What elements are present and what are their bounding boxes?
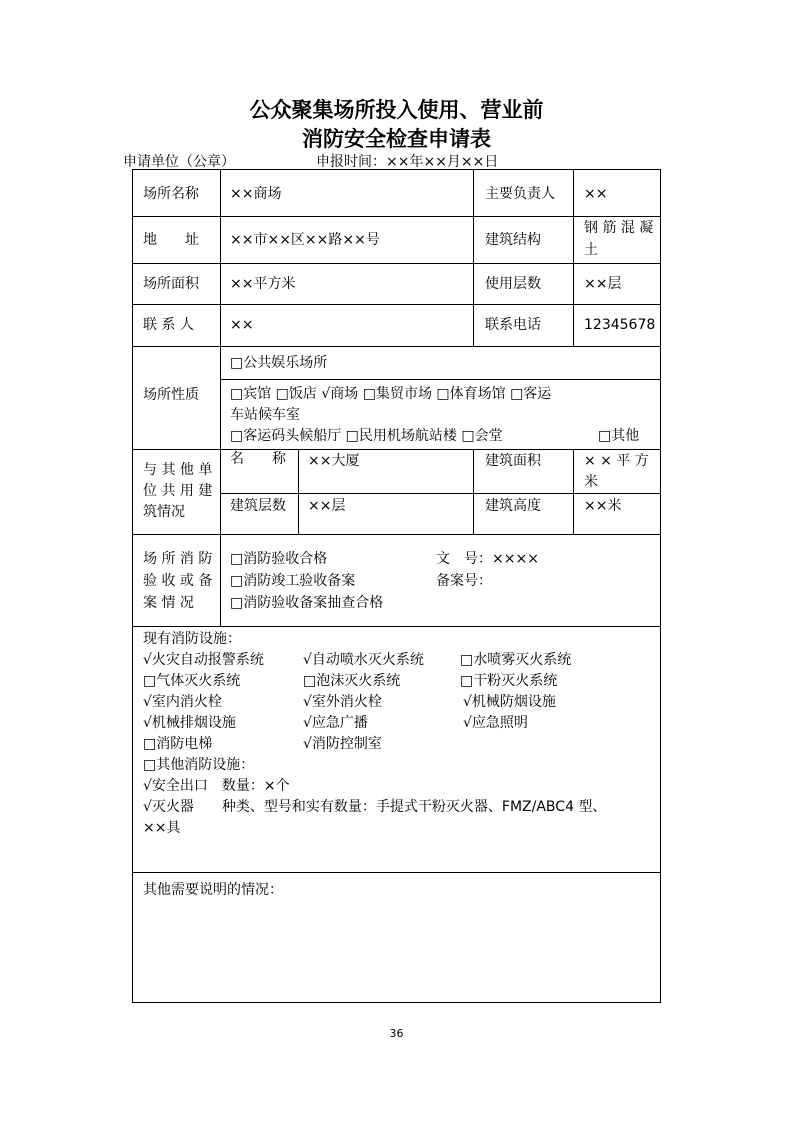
acceptance-option: □消防竣工验收备案 (230, 573, 356, 589)
nature-option-line: 车站候车室 (230, 407, 300, 423)
shared-name-label: 名 称 (230, 451, 286, 467)
row-divider (133, 263, 660, 264)
row-divider (220, 379, 660, 380)
other-notes-heading: 其他需要说明的情况： (143, 882, 283, 898)
shared-height-value: ××米 (584, 498, 622, 514)
col-divider (220, 346, 221, 626)
phone-label: 联系电话 (485, 317, 541, 333)
page-number: 36 (389, 1027, 404, 1040)
venue-name-label: 场所名称 (143, 186, 199, 202)
title-line-2: 消防安全检查申请表 (302, 127, 491, 151)
document-number: 文 号：×××× (436, 551, 539, 567)
extinguisher-line: ××具 (143, 820, 181, 836)
facility-item: √应急照明 (463, 715, 528, 731)
area-label: 场所面积 (143, 276, 199, 292)
acceptance-option: □消防验收合格 (230, 551, 328, 567)
extinguisher-line: √灭火器 种类、型号和实有数量：手提式干粉灭火器、FMZ/ABC4 型、 (143, 799, 607, 815)
floors-used-label: 使用层数 (485, 276, 541, 292)
acceptance-label: 场 所 消 防 (143, 551, 213, 567)
address-label: 地 址 (143, 232, 199, 248)
facility-item: □水喷雾灭火系统 (460, 652, 572, 668)
row-divider (133, 449, 660, 450)
facility-item: √室外消火栓 (303, 694, 382, 710)
facility-item: □干粉灭火系统 (460, 673, 558, 689)
shared-area-label: 建筑面积 (485, 453, 541, 469)
col-divider (573, 449, 574, 534)
shared-building-label: 与 其 他 单 (143, 462, 213, 478)
applicant-unit-label: 申请单位（公章） (123, 154, 235, 170)
facility-item: √室内消火栓 (143, 694, 222, 710)
col-divider (573, 170, 574, 346)
facility-item: √机械防烟设施 (463, 694, 556, 710)
row-divider (133, 346, 660, 347)
safety-exit-line: √安全出口 数量：×个 (143, 778, 290, 794)
shared-area-value: 米 (584, 474, 598, 490)
col-divider (473, 170, 474, 346)
acceptance-option: □消防验收备案抽查合格 (230, 595, 384, 611)
shared-building-label: 位 共 用 建 (143, 483, 213, 499)
title-line-1: 公众聚集场所投入使用、营业前 (249, 98, 544, 122)
principal-label: 主要负责人 (485, 186, 555, 202)
col-divider (473, 449, 474, 534)
shared-height-label: 建筑高度 (485, 498, 541, 514)
application-form-table (132, 169, 661, 1003)
phone-value: 12345678 (584, 317, 656, 333)
nature-option-line: □客运码头候船厅 □民用机场航站楼 □会堂 (230, 428, 503, 444)
col-divider (298, 449, 299, 534)
structure-value: 土 (584, 242, 598, 258)
shared-building-label: 筑情况 (143, 504, 185, 520)
shared-name-value: ××大厦 (308, 453, 360, 469)
filing-number: 备案号： (436, 573, 492, 589)
nature-option-line: □公共娱乐场所 (230, 355, 328, 371)
other-facilities-heading: □其他消防设施： (143, 757, 255, 773)
structure-label: 建筑结构 (485, 232, 541, 248)
nature-option-line: □宾馆 □饭店 √商场 □集贸市场 □体育场馆 □客运 (230, 386, 552, 402)
structure-value: 钢 筋 混 凝 (584, 220, 654, 236)
venue-nature-label: 场所性质 (143, 387, 199, 403)
facility-item: √应急广播 (303, 715, 368, 731)
address-value: ××市××区××路××号 (230, 232, 380, 248)
acceptance-label: 验 收 或 备 (143, 573, 213, 589)
acceptance-label: 案 情 况 (143, 595, 194, 611)
report-time-label: 申报时间：××年××月××日 (316, 154, 499, 170)
area-value: ××平方米 (230, 276, 296, 292)
shared-floors-label: 建筑层数 (230, 498, 286, 514)
facility-item: √机械排烟设施 (143, 715, 236, 731)
contact-label: 联 系 人 (143, 317, 194, 333)
row-divider (133, 626, 660, 627)
row-divider (220, 493, 660, 494)
facility-item: □泡沫灭火系统 (303, 673, 401, 689)
shared-floors-value: ××层 (308, 498, 346, 514)
row-divider (133, 534, 660, 535)
col-divider (220, 170, 221, 346)
row-divider (133, 872, 660, 873)
row-divider (133, 304, 660, 305)
facility-item: √消防控制室 (303, 736, 382, 752)
floors-used-value: ××层 (584, 276, 622, 292)
facility-item: □消防电梯 (143, 736, 213, 752)
facility-item: √自动喷水灭火系统 (303, 652, 424, 668)
principal-value: ×× (584, 186, 608, 202)
facility-item: □气体灭火系统 (143, 673, 241, 689)
row-divider (133, 216, 660, 217)
facilities-heading: 现有消防设施： (143, 631, 241, 647)
nature-option-other: □其他 (598, 428, 640, 444)
contact-value: ×× (230, 317, 254, 333)
facility-item: √火灾自动报警系统 (143, 652, 264, 668)
shared-area-value: × × 平 方 (584, 453, 649, 469)
venue-name-value: ××商场 (230, 186, 282, 202)
